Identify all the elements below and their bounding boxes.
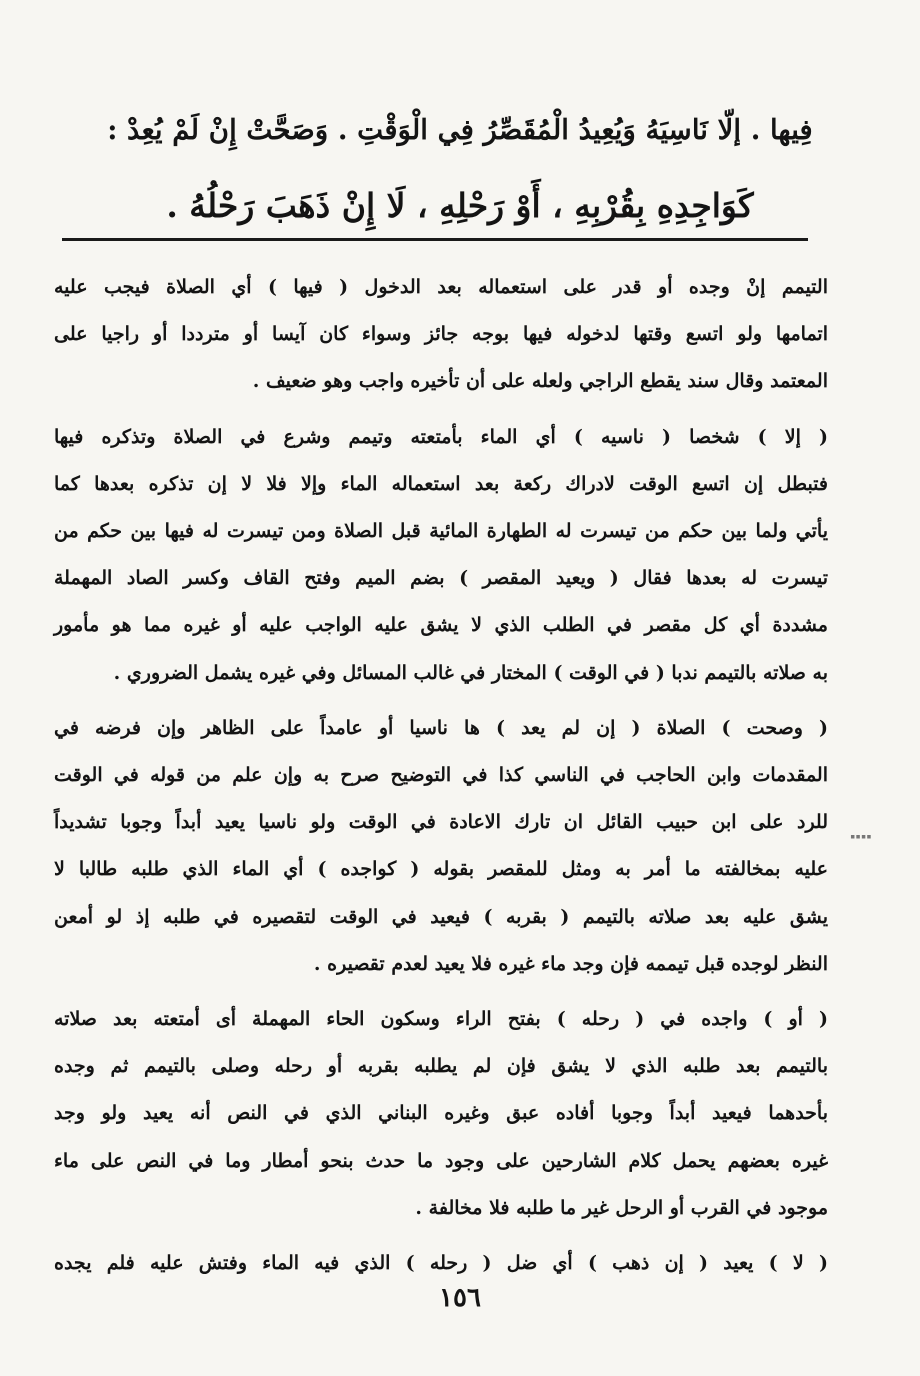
text-line: ( وصحت ) الصلاة ( إن لم يعد ) ها ناسيا أو عامداً على الظاهر وإن فرضه في: [54, 716, 828, 739]
text-line: تيسرت له بعدها فقال ( ويعيد المقصر ) بضم الميم وفتح القاف وكسر الصاد المهملة: [54, 567, 828, 590]
commentary-paragraph: [54, 996, 828, 1232]
text-line: ( لا ) يعيد ( إن ذهب ) أي ضل ( رحله ) الذي فيه الماء وفتش عليه فلم يجده: [54, 1252, 828, 1275]
text-line: فتبطل إن اتسع الوقت لادراك ركعة بعد استعماله الماء وإلا فلا لا إن تذكره بعدها كما: [54, 472, 828, 495]
commentary-paragraph: [54, 1240, 828, 1287]
text-line: غيره بعضهم يحمل كلام الشارحين على وجود ما حدث بنحو أمطار وما في النص على ماء: [54, 1149, 828, 1172]
text-line: ( إلا ) شخصا ( ناسيه ) أي الماء بأمتعته وتيمم وشرع في الصلاة وتذكره فيها: [54, 425, 828, 448]
text-line: بالتيمم بعد طلبه الذي لا يشق فإن لم يطلبه بقربه أو رحله وصلى بالتيمم ثم وجده: [54, 1055, 828, 1078]
commentary-paragraph: [54, 264, 828, 406]
text-line: النظر لوجده قبل تيممه فإن وجد ماء غيره فلا يعيد لعدم تقصيره .: [313, 952, 828, 975]
scan-margin-mark: ▪▪▪▪: [850, 832, 872, 842]
text-line: موجود في القرب أو الرحل غير ما طلبه فلا مخالفة .: [415, 1196, 828, 1219]
text-line: بأحدهما فيعيد أبداً وجوبا أفاده عبق وغيره البناني الذي في النص أنه يعيد ولو وجد: [54, 1102, 828, 1125]
matn-text: [100, 92, 820, 244]
text-line: يأتي ولما بين حكم من تيسرت له الطهارة المائية قبل الصلاة ومن تيسرت له فيها بين حكم من: [54, 520, 828, 543]
commentary-paragraph: [54, 414, 828, 697]
text-line: التيمم إنْ وجده أو قدر على استعماله بعد الدخول ( فيها ) أي الصلاة فيجب عليه: [54, 276, 828, 298]
text-line: يشق عليه بعد صلاته بالتيمم ( بقربه ) فيعيد في الوقت لتقصيره في طلبه إذ لو أمعن: [54, 905, 828, 928]
matn-line: كَوَاجِدِهِ بِقُرْبِهِ ، أَوْ رَحْلِهِ ، لَا إِنْ ذَهَبَ رَحْلُهُ .: [166, 186, 754, 225]
text-line: عليه بمخالفته ما أمر به ومثل للمقصر بقوله ( كواجده ) أي الماء الذي طلبه طالبا لا: [54, 858, 828, 881]
text-line: مشددة أي كل مقصر في الطلب الذي لا يشق عليه الواجب عليه أو غيره مما هو مأمور: [54, 614, 828, 637]
text-line: ( أو ) واجده في ( رحله ) بفتح الراء وسكون الحاء المهملة أى أمتعته بعد صلاته: [54, 1008, 828, 1031]
matn-line: فِيها . إلّا نَاسِيَهُ وَيُعِيدُ الْمُقَصِّرُ فِي الْوَقْتِ . وَصَحَّتْ إِنْ لَمْ يُعِدْ :: [107, 113, 813, 146]
text-line: به صلاته بالتيمم ندبا ( في الوقت ) المختار في غالب المسائل وفي غيره يشمل الضروري .: [113, 661, 828, 684]
text-line: المقدمات وابن الحاجب في الناسي كذا في التوضيح صرح به وإن علم من قوله في الوقت: [54, 764, 828, 787]
text-line: اتمامها ولو اتسع وقتها لدخوله فيها بوجه جائز وسواء كان آيسا أو مترددا أو راجيا على: [54, 323, 828, 346]
commentary-paragraph: [54, 705, 828, 988]
commentary-text: [54, 264, 828, 1287]
text-line: للرد على ابن حبيب القائل ان تارك الاعادة في الوقت ولو ناسيا يعيد أبداً وجوبا تشديداً: [54, 811, 829, 834]
separator-rule: [62, 238, 808, 241]
page-number: ١٥٦: [439, 1283, 481, 1313]
text-line: المعتمد وقال سند يقطع الراجي ولعله على أن تأخيره واجب وهو ضعيف .: [252, 370, 828, 393]
